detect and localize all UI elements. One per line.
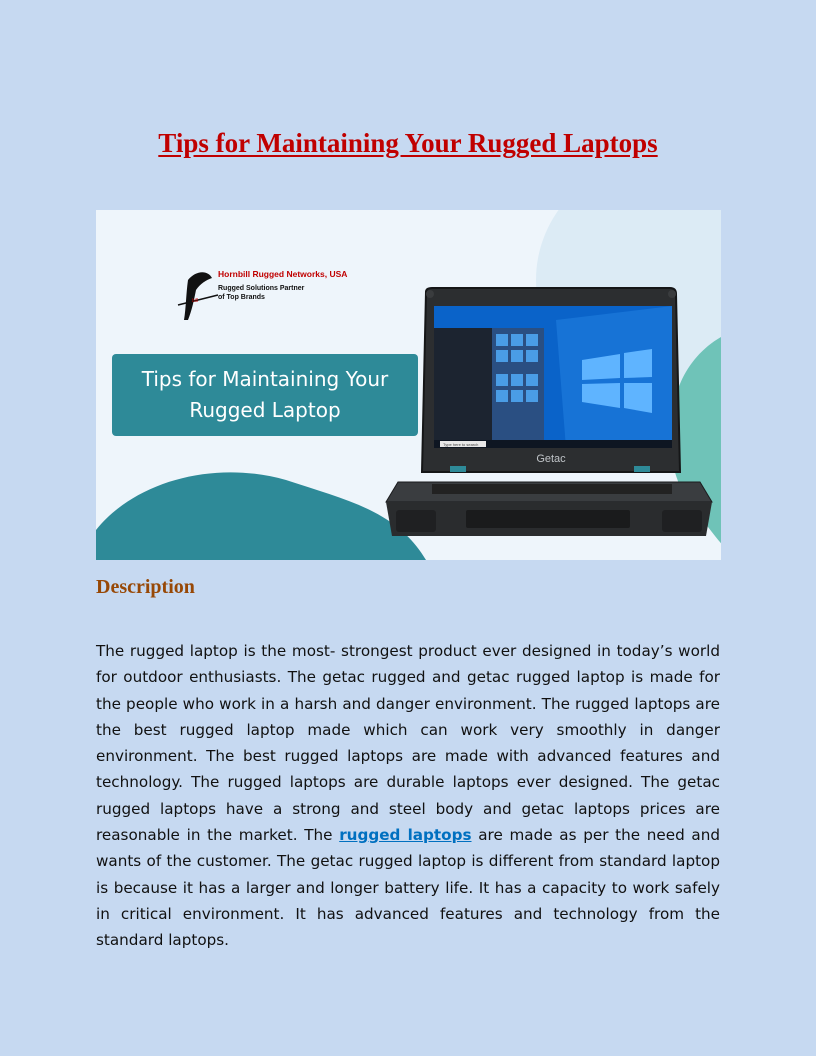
description-text-2: are made as per the need and wants of the customer. The getac rugged laptop is different from standard laptop is because it has a larger and longer battery life. It has a capacity to work safely in critical environment. It has advanced features and technology from the standard laptops.	[96, 826, 721, 950]
description-heading: Description	[96, 576, 195, 598]
company-name: Hornbill Rugged Networks, USA	[218, 269, 348, 279]
description-text-1: The rugged laptop is the most- strongest product ever designed in today’s world for outdoor enthusiasts. The getac rugged and getac rugged laptop is made for the people who work in a harsh and danger environment. The rugged laptops are the best rugged laptop made which can work very smoothly in danger environment. The best rugged laptops are made with advanced features and technology. The rugged laptops are durable laptops ever designed. The getac rugged laptops have a strong and steel body and getac laptops prices are reasonable in the market. The	[96, 642, 720, 845]
taskbar-search: Type here to search	[443, 442, 479, 447]
hornbill-bird-icon	[184, 272, 212, 320]
hero-image	[96, 210, 721, 560]
start-menu	[434, 328, 492, 440]
company-logo	[178, 272, 218, 320]
company-tagline-2: of Top Brands	[218, 294, 265, 301]
decor-wave-teal	[96, 472, 426, 560]
page-title: Tips for Maintaining Your Rugged Laptops	[158, 128, 658, 158]
laptop-brand: Getac	[536, 453, 566, 465]
rugged-laptops-link[interactable]: rugged laptops	[339, 826, 472, 845]
hero-illustration	[96, 210, 721, 560]
logo-mark: bill	[192, 298, 199, 304]
banner-line-2: Rugged Laptop	[189, 398, 341, 422]
laptop-image	[386, 288, 712, 536]
banner-line-1: Tips for Maintaining Your	[141, 367, 389, 391]
description-body	[96, 638, 720, 954]
company-tagline-1: Rugged Solutions Partner	[218, 285, 305, 292]
